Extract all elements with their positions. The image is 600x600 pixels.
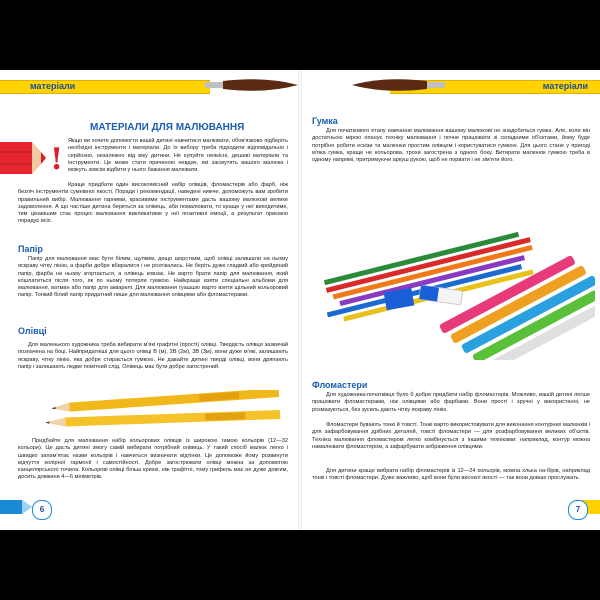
section-label: матеріали [30,81,76,91]
intro-paragraph: Якщо ви хочете допомогти вашій дитині навчитися малювати, обов'язково підберіть необхідні інструменти і матеріали. До їх вибору треба підходити відповідально і серйозно, незалежно від віку дитини. Не купуйте неякісні, дешеві матеріали та інструменти. Це може стати причиною невдач, які засмутять вашого малюка і можуть зовсім відбити у нього бажання малювати. [68,138,288,174]
paintbrush-icon [205,74,300,96]
color-pencils-paragraph: Придбайте для малювання набір кольорових олівців із широкою гамою кольорів (12—32 кольори). Це дасть дитині змогу самій вибирати потрібний олівець. У такий спосіб малюк легко і швидко запам'ятає назви кольорів і навчиться визначати відтінки. Це допоможе йому розвинути відчуття колірної гармонії і самостійності. Добре загострювати олівці можна за допомогою канцелярського точила. Кольорові олівці більш крихкі, ніж графітні, тому грифель має не дуже довгим, досить довжини 4—6 міліметрів. [18,438,288,481]
paper-paragraph: Папір для малювання має бути білим, щупким, дещо шорстким, щоб олівці залишали на ньому яскраву чітку лінію, а фарби добре вбиралися і не розтікались. Не беріть дуже гладкий або крейдяний папір, фарба на ньому згортається, а олівець ковзає. Не варто брати папір для малювання, який кошлатиться після того, як по ньому потерли гумкою. Найкраще взяти спеціальні альбоми для малювання, ватман або папір для акварелі. Для малювання гуашшю варто взяти щільний кольоровий папір. Тонкий білий папір придатний лише для малювання олівцями або фломастерами. [18,256,288,299]
markers-paragraph-2: Фломастери бувають тонкі й товсті. Тонкі варто використовувати для виконання контурних малюнків і для зафарбовування дрібних деталей, товсті фломастери — для розфарбовування великих об'єктів. Техніка малювання фломастером легко комбінується з іншими техніками: наприклад, контур можна намалювати фломастером, а зафарбувати зображення олівцями. [312,422,590,450]
right-page [300,70,600,530]
page-number: 7 [568,500,588,520]
markers-paragraph-3: Для дитини краще вибрати набір фломастерів із 12—24 кольорів, можна хлька на-бірів, наприклад тонкі і товсті фломастери. Дуже важливо, щоб вони були високої якості — так вони довше прослужать. [312,468,590,482]
book-spread [0,70,600,530]
page-title: МАТЕРІАЛИ ДЛЯ МАЛЮВАННЯ [90,122,245,133]
left-page [0,70,300,530]
eraser-heading: Гумка [312,116,338,126]
eraser-paragraph: Для початкового етапу навчання малювання вашому малюкові не знадобиться гумка. Але, коли він достатньою мірою опанує техніку малювання і почне працювати зі складними об'єктами, йому буде потрібно робити ескізи та малюнки простим олівцем і користуватися гумкою. Для цього стане у пригоді м'яка гумка, краще не кольорова, трохи загострена з одного боку. Витирати малюнок гумкою треба в одному напрямі, притримуючи аркуш рукою, щоб не порвати і не зім'яти його. [312,128,590,164]
markers-heading: Фломастери [312,380,368,390]
page-corner-pencil-icon [0,498,34,516]
pencils-heading: Олівці [18,326,47,336]
graphite-pencils-image [40,390,290,434]
page-number: 6 [32,500,52,520]
paintbrush-icon [350,74,445,96]
pencils-paragraph: Для маленького художника треба вибирати м'які графітні (прості) олівці. Твердість олівця зазвичай позначена на боці. Найпридатніші для цього олівці В (м), 2В (2м), 3В (3м), вони дуже м'які, залишають яскраву, чітку лінію, яка добре стирається гумкою. Не давайте дитині тверді олівці, вони дряпають папір і залишають ледве помітний слід. Олівець має бути добре загострений. [18,342,288,370]
intro-paragraph-2: Краще придбати один високоякісний набір олівців, фломастерів або фарб, ніж безліч інструментів сумнівної якості. Поради і рекомендації, наведені нижче, допоможуть вам зробити правильний вибір. Малювання гарними, красивими інструментами дасть вашому малюкові велике задоволення. А що частіше дитина береться за олівець, аби помалювати, то краще у неї виходитиме, тим цікавішим стає процес малювання викликатиме у неї позитивні емоції, а результат приємно порадує всіх. [18,182,288,225]
markers-and-pencils-image [310,220,595,360]
red-pencil-icon [0,138,48,178]
section-label: матеріали [542,81,588,91]
paper-heading: Папір [18,244,43,254]
markers-paragraph: Для художника-початківця було б добре придбати набір фломастерів. Можливо, вашій дитині легше працювати фломастерами, ніж олівцями або фарбами. Вони прості і зручні у використанні, не розмазуються, без зусиль дають чітку яскраву лінію. [312,392,590,413]
exclamation-icon: ! [50,142,64,177]
